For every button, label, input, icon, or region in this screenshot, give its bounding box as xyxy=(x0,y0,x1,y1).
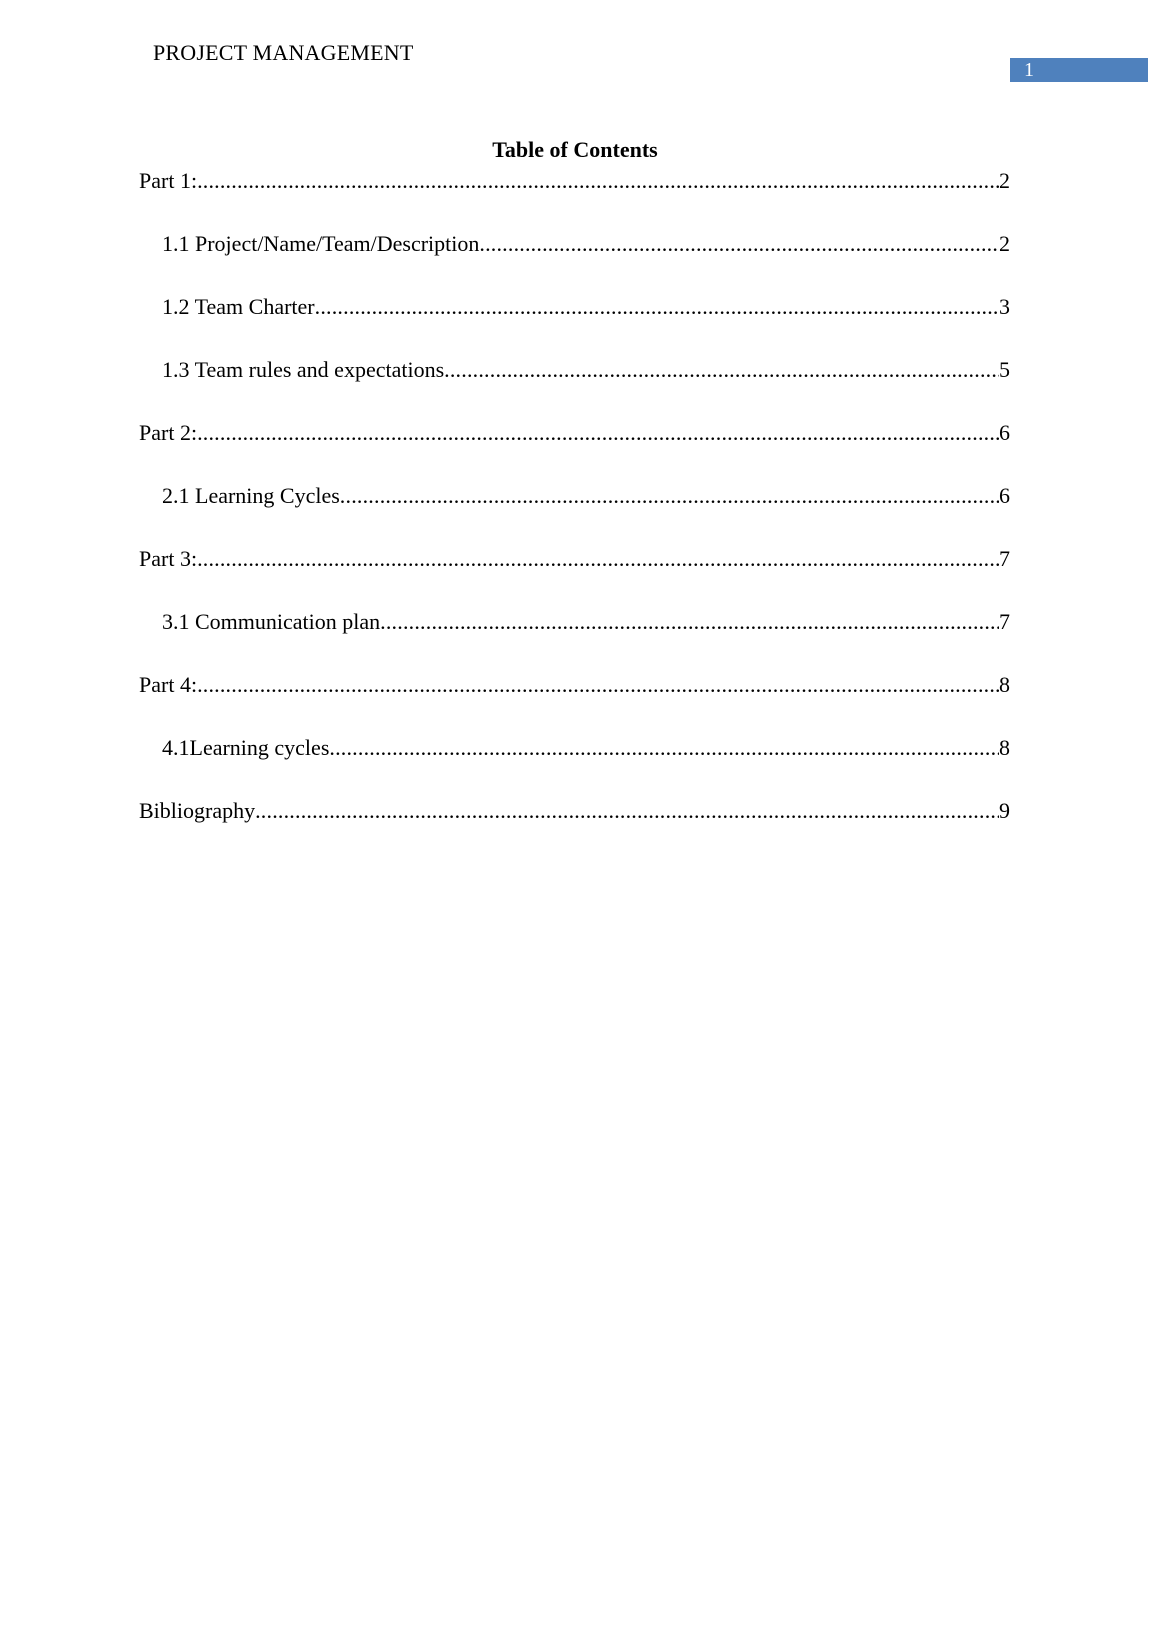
toc-entry-1-3[interactable] xyxy=(139,355,1010,418)
dot-leader xyxy=(479,229,999,259)
dot-leader xyxy=(380,607,999,637)
toc-title: Table of Contents xyxy=(492,137,658,162)
dot-leader xyxy=(315,292,999,322)
toc-entry-part-4[interactable] xyxy=(139,670,1010,733)
toc-entry-label: 1.1 Project/Name/Team/Description xyxy=(162,231,480,256)
toc-entry-part-1[interactable] xyxy=(139,166,1010,229)
toc-entry-part-2[interactable] xyxy=(139,418,1010,481)
toc-entry-label: 2.1 Learning Cycles xyxy=(162,483,340,508)
dot-leader xyxy=(197,418,999,448)
toc-entry-page: 2 xyxy=(999,168,1010,193)
toc-entry-page: 6 xyxy=(999,420,1010,445)
dot-leader xyxy=(197,670,999,700)
table-of-contents xyxy=(139,166,1010,859)
running-head: PROJECT MANAGEMENT xyxy=(153,40,414,65)
dot-leader xyxy=(329,733,999,763)
toc-entry-part-3[interactable] xyxy=(139,544,1010,607)
toc-entry-label: Part 2: xyxy=(139,420,198,445)
toc-entry-page: 5 xyxy=(999,357,1010,382)
toc-entry-1-1[interactable] xyxy=(139,229,1010,292)
toc-entry-label: Part 3: xyxy=(139,546,198,571)
toc-entry-label: Part 1: xyxy=(139,168,198,193)
toc-entry-3-1[interactable] xyxy=(139,607,1010,670)
toc-entry-1-2[interactable] xyxy=(139,292,1010,355)
dot-leader xyxy=(197,166,999,196)
toc-entry-label: 1.3 Team rules and expectations xyxy=(162,357,445,382)
toc-entry-label: 1.2 Team Charter xyxy=(162,294,315,319)
dot-leader xyxy=(444,355,999,385)
toc-entry-label: 3.1 Communication plan xyxy=(162,609,381,634)
toc-entry-page: 9 xyxy=(999,798,1010,823)
toc-entry-page: 3 xyxy=(999,294,1010,319)
toc-entry-page: 6 xyxy=(999,483,1010,508)
toc-entry-4-1[interactable] xyxy=(139,733,1010,796)
dot-leader xyxy=(197,544,999,574)
dot-leader xyxy=(340,481,999,511)
toc-entry-label: Part 4: xyxy=(139,672,198,697)
toc-entry-page: 7 xyxy=(999,609,1010,634)
toc-entry-label: Bibliography xyxy=(139,798,256,823)
toc-entry-page: 8 xyxy=(999,735,1010,760)
toc-entry-bibliography[interactable] xyxy=(139,796,1010,859)
toc-entry-page: 7 xyxy=(999,546,1010,571)
page-number: 1 xyxy=(1010,58,1148,82)
toc-entry-label: 4.1Learning cycles xyxy=(162,735,330,760)
toc-entry-page: 8 xyxy=(999,672,1010,697)
toc-entry-page: 2 xyxy=(999,231,1010,256)
toc-entry-2-1[interactable] xyxy=(139,481,1010,544)
dot-leader xyxy=(255,796,999,826)
